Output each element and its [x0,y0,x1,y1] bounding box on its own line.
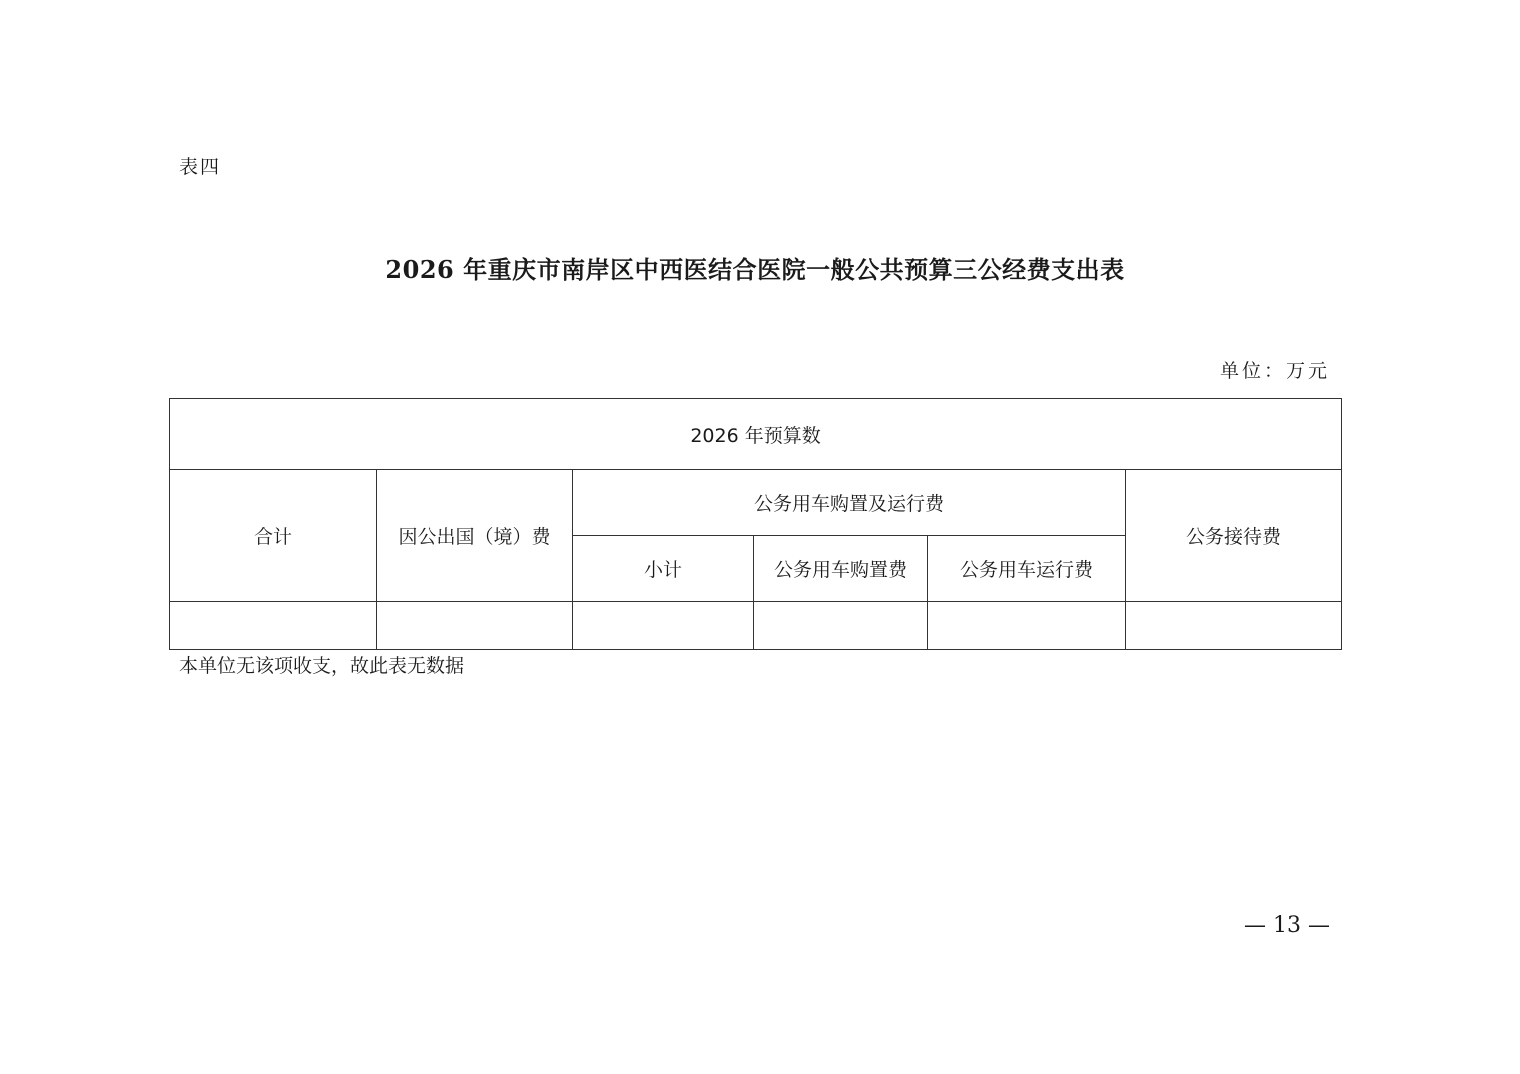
budget-year-header: 2026 年预算数 [170,399,1342,470]
table-cell [754,602,928,650]
table-note: 本单位无该项收支，故此表无数据 [179,655,465,677]
column-header-vehicle-purchase: 公务用车购置费 [754,536,928,602]
table-header-row [170,399,1342,470]
table-cell [928,602,1126,650]
page-title: 2026 年重庆市南岸区中西医结合医院一般公共预算三公经费支出表 [385,255,1125,284]
column-header-vehicle-subtotal: 小计 [573,536,754,602]
table-cell [1126,602,1342,650]
table-cell [573,602,754,650]
column-header-reception: 公务接待费 [1126,470,1342,602]
column-header-overseas: 因公出国（境）费 [377,470,573,602]
table-header-row [170,470,1342,536]
budget-table [169,398,1342,650]
table-cell [170,602,377,650]
column-header-vehicle-operation: 公务用车运行费 [928,536,1126,602]
table-row [170,602,1342,650]
table-label: 表四 [179,156,222,178]
table-cell [377,602,573,650]
column-header-total: 合计 [170,470,377,602]
unit-label: 单位：万元 [1219,360,1330,382]
page-number: — 13 — [1244,913,1330,938]
column-header-vehicle-group: 公务用车购置及运行费 [573,470,1126,536]
